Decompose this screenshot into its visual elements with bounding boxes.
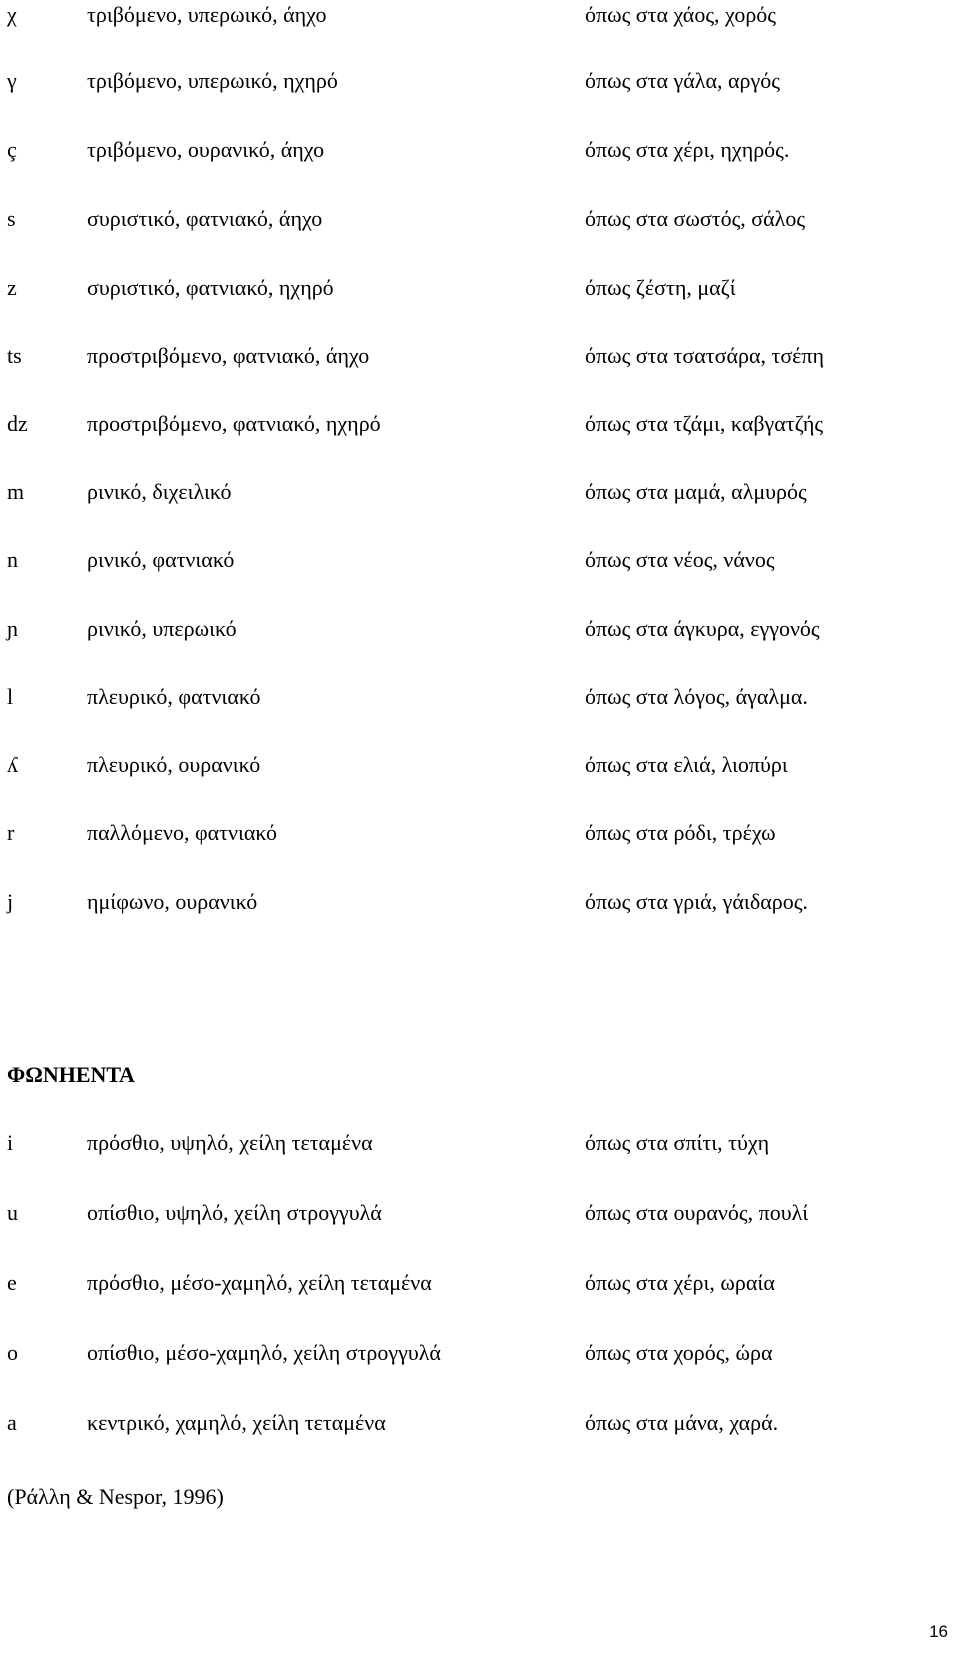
phonetic-example: όπως στα τζάμι, καβγατζής (585, 411, 824, 436)
phonetic-example: όπως στα σπίτι, τύχη (585, 1130, 770, 1155)
phonetic-description: τριβόμενο, υπερωικό, ηχηρό (87, 68, 338, 93)
phonetic-example: όπως στα άγκυρα, εγγονός (585, 616, 820, 641)
phonetic-symbol: n (7, 547, 18, 572)
consonant-row (0, 882, 960, 922)
phonetic-description: τριβόμενο, ουρανικό, άηχο (87, 137, 325, 162)
phonetic-symbol: e (7, 1270, 17, 1295)
phonetic-description: πρόσθιο, μέσο-χαμηλό, χείλη τεταμένα (87, 1270, 432, 1295)
consonant-row (0, 336, 960, 376)
consonant-row (0, 130, 960, 170)
phonetic-symbol: s (7, 206, 16, 231)
phonetic-symbol: ʎ (7, 752, 18, 777)
vowel-row (0, 1333, 960, 1373)
consonant-row (0, 677, 960, 717)
phonetic-example: όπως στα γάλα, αργός (585, 68, 780, 93)
phonetic-description: πλευρικό, ουρανικό (87, 752, 261, 777)
phonetic-example: όπως στα ελιά, λιοπύρι (585, 752, 788, 777)
phonetic-description: κεντρικό, χαμηλό, χείλη τεταμένα (87, 1410, 386, 1435)
consonant-row (0, 199, 960, 239)
phonetic-example: όπως στα χάος, χορός (585, 2, 777, 27)
phonetic-description: ρινικό, φατνιακό (87, 547, 235, 572)
vowels-heading: ΦΩΝΗΕΝΤΑ (7, 1062, 135, 1087)
phonetic-symbol: ɲ (7, 616, 18, 641)
phonetic-description: τριβόμενο, υπερωικό, άηχο (87, 2, 327, 27)
citation: (Ράλλη & Nespor, 1996) (7, 1484, 224, 1509)
consonant-row (0, 0, 960, 35)
phonetic-symbol: u (7, 1200, 18, 1225)
phonetic-symbol: l (7, 684, 14, 709)
phonetic-description: συριστικό, φατνιακό, ηχηρό (87, 275, 334, 300)
phonetic-description: συριστικό, φατνιακό, άηχο (87, 206, 323, 231)
consonant-row (0, 61, 960, 101)
phonetic-example: όπως στα τσατσάρα, τσέπη (585, 343, 825, 368)
consonant-row (0, 609, 960, 649)
phonetic-example: όπως στα χορός, ώρα (585, 1340, 773, 1365)
phonetic-symbol: o (7, 1340, 18, 1365)
consonant-row (0, 268, 960, 308)
phonetic-symbol: χ (7, 2, 17, 27)
phonetic-description: πρόσθιο, υψηλό, χείλη τεταμένα (87, 1130, 373, 1155)
vowel-row (0, 1263, 960, 1303)
phonetic-symbol: m (7, 479, 25, 504)
phonetic-example: όπως ζέστη, μαζί (585, 275, 736, 300)
phonetic-example: όπως στα μάνα, χαρά. (585, 1410, 779, 1435)
phonetic-description: προστριβόμενο, φατνιακό, ηχηρό (87, 411, 381, 436)
vowel-row (0, 1193, 960, 1233)
phonetic-description: πλευρικό, φατνιακό (87, 684, 261, 709)
consonant-row (0, 813, 960, 853)
phonetic-symbol: γ (7, 68, 17, 93)
vowel-row (0, 1123, 960, 1163)
phonetic-example: όπως στα λόγος, άγαλμα. (585, 684, 808, 709)
vowel-row (0, 1403, 960, 1443)
phonetic-symbol: a (7, 1410, 17, 1435)
phonetic-example: όπως στα μαμά, αλμυρός (585, 479, 807, 504)
phonetic-example: όπως στα ουρανός, πουλί (585, 1200, 809, 1225)
consonant-row (0, 472, 960, 512)
phonetic-example: όπως στα νέος, νάνος (585, 547, 775, 572)
phonetic-description: ρινικό, υπερωικό (87, 616, 237, 641)
phonetic-description: προστριβόμενο, φατνιακό, άηχο (87, 343, 370, 368)
consonant-row (0, 745, 960, 785)
phonetic-description: ρινικό, διχειλικό (87, 479, 232, 504)
consonant-row (0, 404, 960, 444)
phonetic-example: όπως στα χέρι, ηχηρός. (585, 137, 790, 162)
phonetic-symbol: dz (7, 411, 28, 436)
phonetic-description: ημίφωνο, ουρανικό (87, 889, 258, 914)
consonant-row (0, 540, 960, 580)
phonetic-description: παλλόμενο, φατνιακό (87, 820, 278, 845)
phonetic-example: όπως στα ρόδι, τρέχω (585, 820, 776, 845)
phonetic-symbol: r (7, 820, 15, 845)
phonetic-description: οπίσθιο, υψηλό, χείλη στρογγυλά (87, 1200, 382, 1225)
phonetic-symbol: z (7, 275, 17, 300)
phonetic-example: όπως στα σωστός, σάλος (585, 206, 806, 231)
phonetic-symbol: j (7, 889, 14, 914)
phonetic-symbol: i (7, 1130, 14, 1155)
phonetic-symbol: ç (7, 137, 17, 162)
phonetic-example: όπως στα γριά, γάιδαρος. (585, 889, 808, 914)
page-number: 16 (929, 1622, 948, 1641)
phonetic-description: οπίσθιο, μέσο-χαμηλό, χείλη στρογγυλά (87, 1340, 441, 1365)
phonetic-example: όπως στα χέρι, ωραία (585, 1270, 775, 1295)
phonetic-symbol: ts (7, 343, 22, 368)
